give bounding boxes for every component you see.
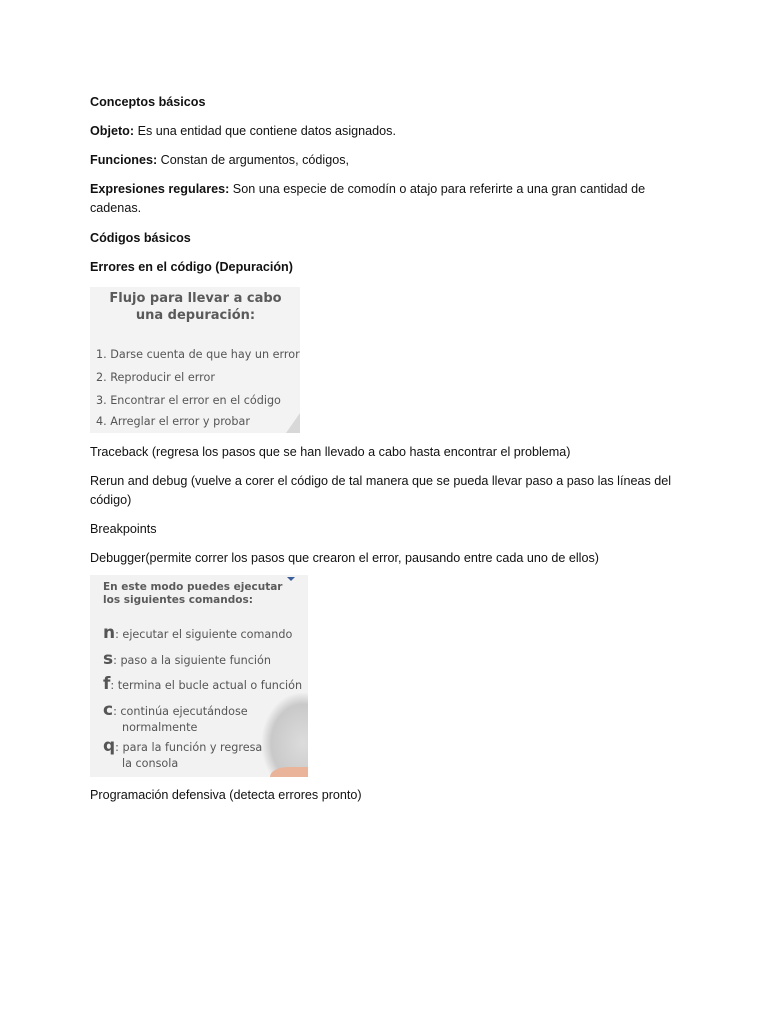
text-programacion-defensiva: Programación defensiva (detecta errores pronto) bbox=[90, 788, 362, 802]
debugger-commands-figure bbox=[90, 575, 308, 777]
command-desc-q: : para la función y regresa bbox=[115, 741, 263, 754]
command-s bbox=[103, 649, 271, 669]
text-rerun-debug: Rerun and debug (vuelve a corer el código de tal manera que se pueda llevar paso a paso las líneas del código) bbox=[90, 474, 672, 507]
command-q-continued: la consola bbox=[122, 757, 179, 770]
command-n bbox=[103, 623, 293, 643]
commands-intro: En este modo puedes ejecutar los siguientes comandos: bbox=[103, 581, 283, 606]
command-key-s: s bbox=[103, 649, 114, 669]
command-q bbox=[103, 736, 263, 756]
command-desc-f: : termina el bucle actual o función bbox=[110, 679, 303, 692]
debug-step-4: 4. Arreglar el error y probar bbox=[96, 415, 250, 428]
command-c-continued: normalmente bbox=[122, 721, 198, 734]
text-breakpoints: Breakpoints bbox=[90, 522, 157, 536]
debug-step-2: 2. Reproducir el error bbox=[96, 371, 215, 384]
heading-conceptos-basicos: Conceptos básicos bbox=[90, 95, 206, 109]
figure-corner-decoration bbox=[286, 413, 300, 433]
definition-objeto bbox=[90, 122, 680, 141]
command-key-q: q bbox=[103, 736, 116, 756]
text-funciones: Constan de argumentos, códigos, bbox=[157, 153, 349, 167]
debug-step-3: 3. Encontrar el error en el código bbox=[96, 394, 281, 407]
command-key-n: n bbox=[103, 623, 116, 643]
figure-photo-hand bbox=[270, 767, 308, 777]
command-key-f: f bbox=[103, 674, 111, 694]
term-funciones: Funciones: bbox=[90, 153, 158, 167]
heading-codigos-basicos: Códigos básicos bbox=[90, 231, 191, 245]
term-objeto: Objeto: bbox=[90, 124, 135, 138]
text-traceback: Traceback (regresa los pasos que se han llevado a cabo hasta encontrar el problema) bbox=[90, 445, 571, 459]
debug-flow-title: Flujo para llevar a cabo una depuración: bbox=[109, 291, 282, 323]
text-expresiones-regulares: Son una especie de comodín o atajo para referirte a una gran cantidad de cadenas. bbox=[90, 182, 646, 215]
text-debugger: Debugger(permite correr los pasos que crearon el error, pausando entre cada uno de ellos) bbox=[90, 551, 599, 565]
command-f bbox=[103, 674, 303, 694]
debug-flow-figure bbox=[90, 287, 300, 433]
debug-step-1: 1. Darse cuenta de que hay un error bbox=[96, 348, 300, 361]
definition-expresiones-regulares bbox=[90, 180, 680, 218]
figure-photo-shading bbox=[262, 693, 308, 777]
command-c bbox=[103, 700, 248, 720]
text-objeto: Es una entidad que contiene datos asignados. bbox=[134, 124, 396, 138]
command-desc-n: : ejecutar el siguiente comando bbox=[115, 628, 293, 641]
heading-errores-depuracion: Errores en el código (Depuración) bbox=[90, 260, 293, 274]
command-desc-c: : continúa ejecutándose bbox=[113, 705, 248, 718]
definition-funciones bbox=[90, 151, 680, 170]
command-key-c: c bbox=[103, 700, 114, 720]
term-expresiones-regulares: Expresiones regulares: bbox=[90, 182, 230, 196]
command-desc-s: : paso a la siguiente función bbox=[113, 654, 271, 667]
